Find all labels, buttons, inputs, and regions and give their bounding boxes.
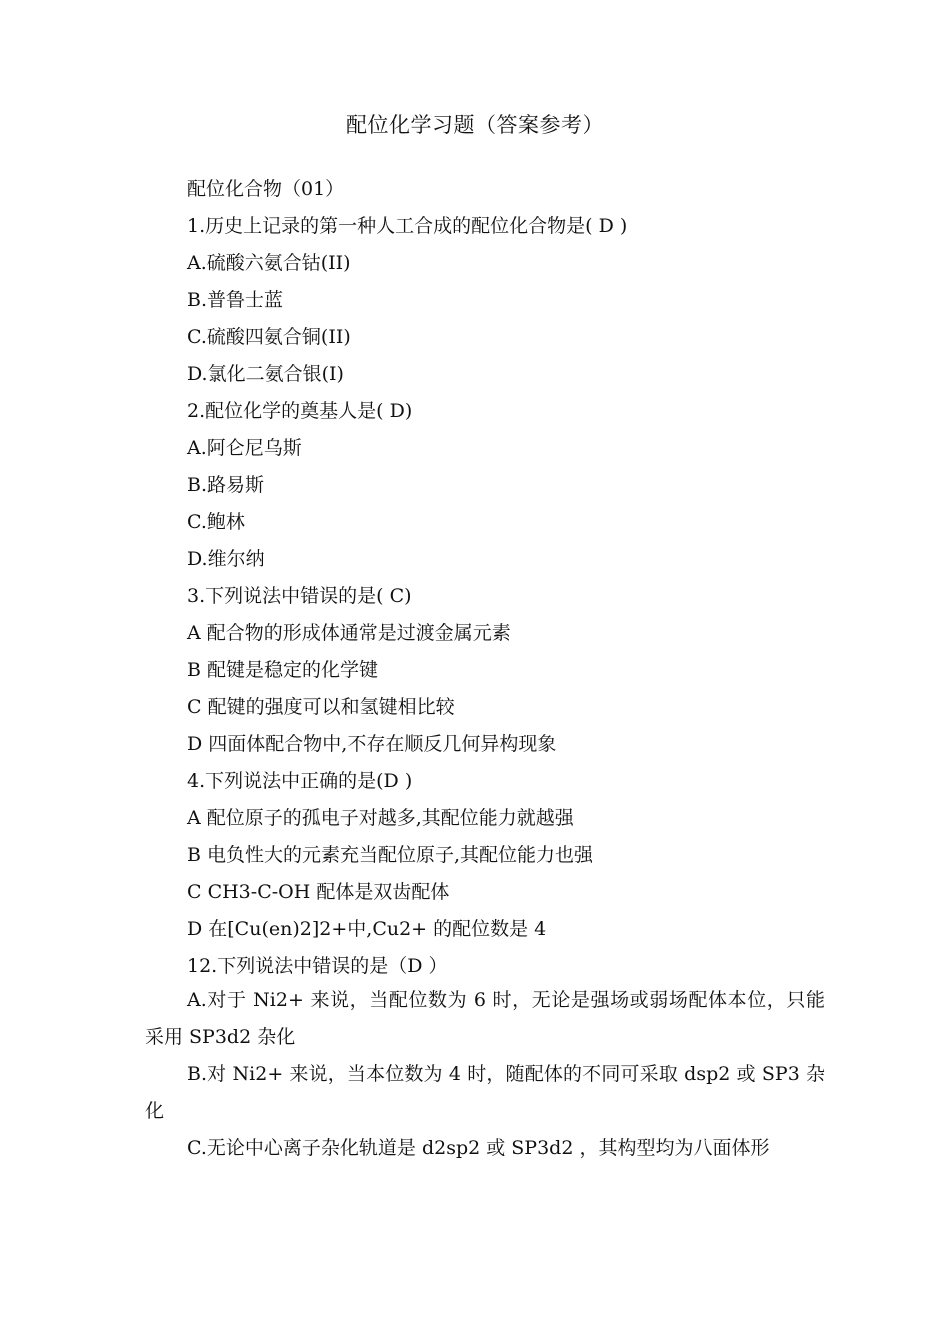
question-3-stem: 3.下列说法中错误的是( C) [187, 585, 412, 607]
question-12-option-a: A.对于 Ni2+ 来说，当配位数为 6 时，无论是强场或弱场配体本位，只能采用 SP3d2 杂化 [145, 989, 825, 1048]
question-1-option-a: A.硫酸六氨合钴(II) [187, 252, 351, 274]
question-2-option-b: B.路易斯 [187, 474, 265, 496]
question-1-option-d: D.氯化二氨合银(I) [187, 363, 344, 385]
document-title: 配位化学习题（答案参考） [346, 113, 604, 137]
question-3-option-a: A 配合物的形成体通常是过渡金属元素 [187, 622, 511, 644]
question-12-option-c: C.无论中心离子杂化轨道是 d2sp2 或 SP3d2 ，其构型均为八面体形 [187, 1137, 770, 1159]
question-4-stem: 4.下列说法中正确的是(D ) [187, 770, 413, 792]
question-2-stem: 2.配位化学的奠基人是( D) [187, 400, 413, 422]
question-3-option-b: B 配键是稳定的化学键 [187, 659, 379, 681]
question-3-option-c: C 配键的强度可以和氢键相比较 [187, 696, 455, 718]
question-1-option-c: C.硫酸四氨合铜(II) [187, 326, 351, 348]
question-12-option-b: B.对 Ni2+ 来说，当本位数为 4 时，随配体的不同可采取 dsp2 或 SP3 杂化 [145, 1063, 825, 1122]
question-1-option-b: B.普鲁士蓝 [187, 289, 284, 311]
question-1-stem: 1.历史上记录的第一种人工合成的配位化合物是( D ) [187, 215, 628, 237]
question-2-option-c: C.鲍林 [187, 511, 245, 533]
question-2-option-a: A.阿仑尼乌斯 [187, 437, 302, 459]
question-2-option-d: D.维尔纳 [187, 548, 265, 570]
question-4-option-c: C CH3-C-OH 配体是双齿配体 [187, 881, 450, 903]
question-3-option-d: D 四面体配合物中,不存在顺反几何异构现象 [187, 733, 557, 755]
question-4-option-d: D 在[Cu(en)2]2+中,Cu2+ 的配位数是 4 [187, 918, 547, 940]
question-12-stem: 12.下列说法中错误的是（D ） [187, 955, 448, 977]
question-4-option-b: B 电负性大的元素充当配位原子,其配位能力也强 [187, 844, 594, 866]
question-4-option-a: A 配位原子的孤电子对越多,其配位能力就越强 [187, 807, 574, 829]
section-heading: 配位化合物（01） [187, 178, 345, 200]
